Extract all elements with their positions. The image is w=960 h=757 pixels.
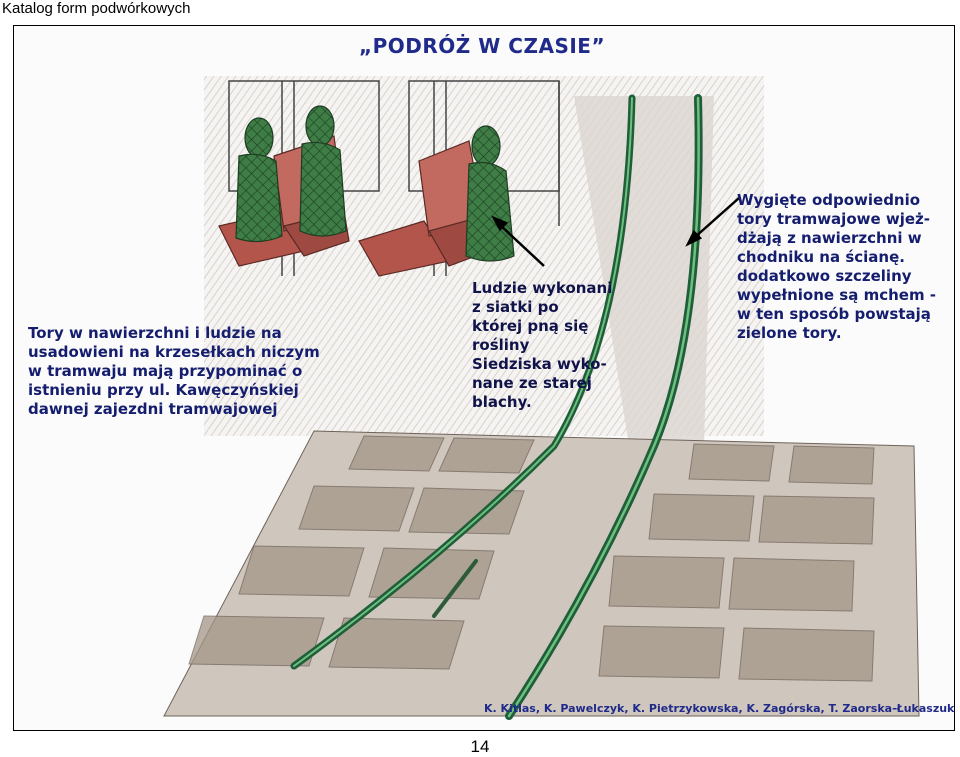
note-middle-line: której pną się	[472, 317, 589, 335]
illustration-frame	[13, 25, 955, 731]
note-right-line: Wygięte odpowiednio	[737, 191, 921, 209]
note-left-line: usadowieni na krzesełkach niczym	[28, 343, 320, 361]
note-middle-line: Ludzie wykonani	[472, 279, 613, 297]
author-credits: K. Kitlas, K. Pawelczyk, K. Pietrzykowska, K. Zagórska, T. Zaorska-Łukaszuk	[484, 702, 955, 715]
note-middle-line: blachy.	[472, 393, 532, 411]
note-right-line: zielone tory.	[737, 324, 842, 342]
note-right-line: w ten sposób powstają	[737, 305, 931, 323]
pavement	[164, 431, 919, 716]
page-number: 14	[470, 737, 490, 756]
note-middle	[472, 279, 612, 412]
note-left-line: istnieniu przy ul. Kawęczyńskiej	[28, 381, 299, 399]
note-left	[28, 324, 320, 419]
illustration-title: „PODRÓŻ W CZASIE”	[359, 34, 606, 58]
note-left-line: Tory w nawierzchni i ludzie na	[28, 324, 282, 342]
note-right-line: tory tramwajowe wjeż-	[737, 210, 931, 228]
note-middle-line: rośliny	[472, 336, 530, 354]
note-middle-line: z siatki po	[472, 298, 559, 316]
note-left-line: dawnej zajezdni tramwajowej	[28, 400, 278, 418]
note-middle-line: Siedziska wyko-	[472, 355, 607, 373]
note-left-line: w tramwaju mają przypominać o	[28, 362, 303, 380]
note-right-line: dodatkowo szczeliny	[737, 267, 912, 285]
document-header-title: Katalog form podwórkowych	[2, 0, 191, 17]
note-right-line: chodniku na ścianę.	[737, 248, 905, 266]
note-middle-line: nane ze starej	[472, 374, 592, 392]
note-right-line: dżają z nawierzchni w	[737, 229, 922, 247]
note-right	[737, 191, 936, 343]
note-right-line: wypełnione są mchem -	[737, 286, 937, 304]
